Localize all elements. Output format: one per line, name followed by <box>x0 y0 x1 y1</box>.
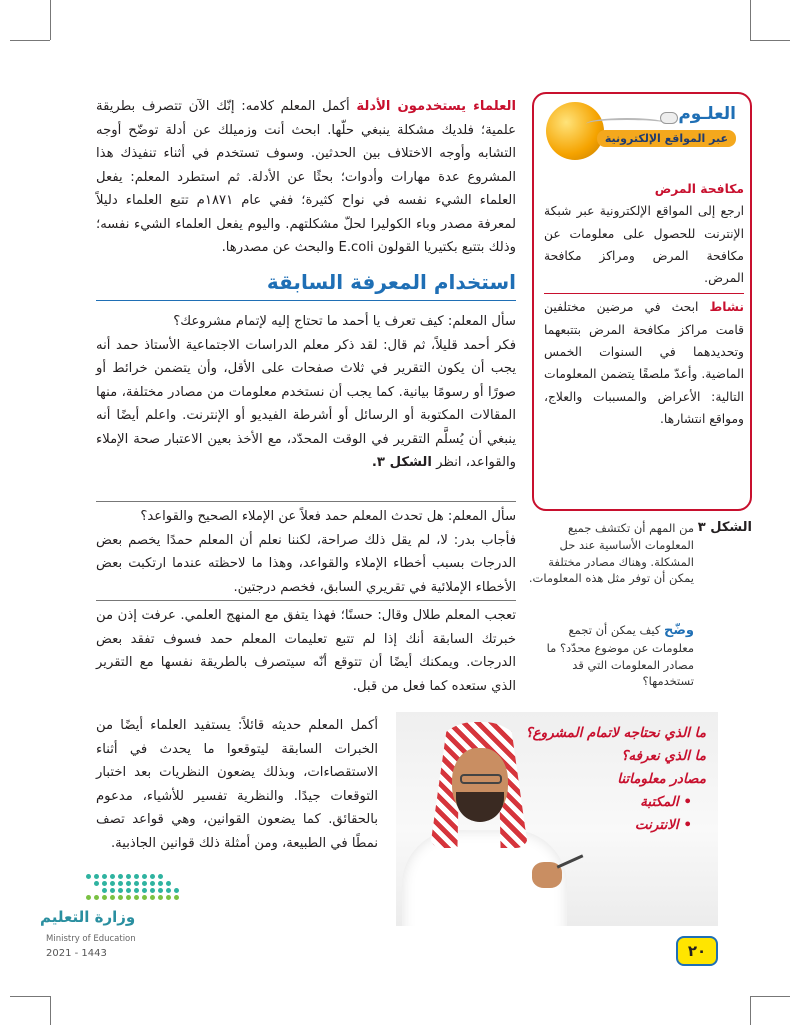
board-line: ما الذي نعرفه؟ <box>621 748 706 764</box>
logo-dot <box>134 895 139 900</box>
logo-dot <box>166 888 171 893</box>
logo-dot <box>174 888 179 893</box>
logo-dot <box>134 888 139 893</box>
board-bullet: • المكتبة <box>525 791 692 814</box>
logo-dot <box>150 874 155 879</box>
logo-dot <box>102 874 107 879</box>
logo-dot <box>134 874 139 879</box>
page-number: ٢٠ <box>687 942 707 960</box>
sidebar-body <box>544 178 744 430</box>
logo-dot <box>134 881 139 886</box>
board-bullet: • الانترنت <box>525 814 692 837</box>
science-online-sidebar <box>532 92 752 511</box>
logo-dot <box>150 881 155 886</box>
board-line: ما الذي نحتاجه لاتمام المشروع؟ <box>525 725 706 741</box>
logo-dot <box>118 874 123 879</box>
logo-dot <box>142 874 147 879</box>
activity-text: ابحث في مرضين مختلفين قامت مراكز مكافحة المرض بتتبعهما وتحديدهما في السنوات الخمس الماضية. وأعدّ ملصقًا يتضمن المعلومات التالية: الأعراض والمسببات والعلاج، ومواقع انتشارها. <box>544 300 744 426</box>
sidebar-title: العلـوم <box>678 104 736 124</box>
logo-dot <box>126 888 131 893</box>
logo-dot <box>118 895 123 900</box>
logo-dot <box>126 874 131 879</box>
figure-question-text: كيف يمكن أن تجمع معلومات عن موضوع محدّد؟ ما مصادر المعلومات التي قد تستخدمها؟ <box>546 623 694 689</box>
dialogue-block-2 <box>96 505 516 599</box>
crop-mark <box>750 40 790 41</box>
figure-question-label: وضّح <box>663 623 694 638</box>
logo-dot <box>118 888 123 893</box>
divider <box>96 501 516 502</box>
logo-dot <box>126 881 131 886</box>
edition-year: 2021 - 1443 <box>46 948 107 959</box>
logo-dot <box>110 874 115 879</box>
crop-mark <box>50 996 51 1025</box>
answer-1 <box>96 334 516 475</box>
teacher-photo <box>396 712 718 926</box>
intro-body: أكمل المعلم كلامه: إنّك الآن تتصرف بطريقة علمية؛ فلديك مشكلة ينبغي حلّها. ابحث أنت وزميلك عن أدلة توضّح أوجه التشابه وأوجه الاختلاف بين الحدثين. وسوف تستخدم في أثناء تنفيذك هذا المشروع عدة مهارات وأدوات؛ بحثًا عن الأدلة. ثم استطرد المعلم: يفعل العلماء الشيء نفسه في نواح كثيرة؛ ففي عام ١٨٧١م تتبع العلماء دليلاً لمعرفة مصدر وباء الكوليرا لحلّ مشكلتهم. واليوم يفعل العلماء الشيء نفسه؛ وذلك بتتبع بكتيريا القولون E.coli والبحث عن مصدرها. <box>96 99 516 255</box>
logo-dot <box>150 888 155 893</box>
figure-label: الشكل ٣ <box>697 520 752 535</box>
logo-dot <box>110 888 115 893</box>
sidebar-subtitle: عبر المواقع الإلكترونية <box>597 130 736 147</box>
logo-dot <box>86 874 91 879</box>
logo-dot <box>142 895 147 900</box>
paragraph-4-text: أكمل المعلم حديثه قائلاً: يستفيد العلماء أيضًا من الخبرات السابقة ليتوقعوا ما يحدث في أثناء الاستقصاءات، وبذلك يضعون النظريات بعد اختبار التوقعات جيدًا. والنظرية تفسير للأشياء، مدعوم بالحقائق. كما يضعون القوانين، وهي قواعد تصف نمطًا في الطبيعة، ومن أمثلة ذلك قوانين الجاذبية. <box>96 718 378 851</box>
beard-shape <box>456 792 504 822</box>
paragraph-3-text: تعجب المعلم طلال وقال: حسنًا؛ فهذا يتفق مع المنهج العلمي. عرفت إذن من خبرتك السابقة أنك إذا لم تتبع تعليمات المعلم حمد فسوف تفقد بعض الدرجات. ويمكنك أيضًا أن تتوقع أنّه سيتصرف بالطريقة نفسها مع التقرير الذي ستعده كما فعل من قبل. <box>96 608 516 694</box>
crop-mark <box>10 40 50 41</box>
divider <box>96 600 516 601</box>
sidebar-divider <box>544 293 744 294</box>
glasses-shape <box>460 774 502 784</box>
question-1: سأل المعلم: كيف تعرف يا أحمد ما تحتاج إليه لإتمام مشروعك؟ <box>173 314 516 329</box>
teacher-figure <box>396 712 576 926</box>
paragraph-4 <box>96 714 378 855</box>
figure-question <box>528 622 694 690</box>
logo-dot <box>158 895 163 900</box>
section-title-rule <box>96 300 516 301</box>
logo-dot <box>94 881 99 886</box>
logo-dot <box>102 881 107 886</box>
paragraph-3 <box>96 604 516 698</box>
intro-paragraph <box>96 95 516 260</box>
logo-dot <box>118 881 123 886</box>
sidebar-heading: مكافحة المرض <box>654 182 744 196</box>
board-line: مصادر معلوماتنا <box>617 771 706 787</box>
logo-dot <box>158 881 163 886</box>
globe-icon <box>546 102 604 160</box>
logo-dot <box>102 895 107 900</box>
logo-dot <box>158 888 163 893</box>
answer-1-text: فكر أحمد قليلاً، ثم قال: لقد ذكر معلم الدراسات الاجتماعية الأستاذ حمد أنه يجب أن يكون التقرير في ثلاث صفحات على الأقل، وأن يتضمن خرائط أو صورًا أو رسومًا بيانية. كما يجب أن نستخدم معلومات من مصادر مختلفة، منها المقالات المكتوبة أو الرسائل أو أشرطة الفيديو أو الإنترنت. واعلم أيضًا أنه ينبغي أن يُسلَّم التقرير في الوقت المحدّد، مع الأخذ بعين الاعتبار صحة الإملاء والقواعد، انظر <box>96 337 516 470</box>
logo-dot <box>150 895 155 900</box>
figure-caption-text: من المهم أن تكتشف جميع المعلومات الأساسية عند حل المشكلة. وهناك مصادر مختلفة يمكن أن توفر مثل هذه المعلومات. <box>528 521 694 586</box>
crop-mark <box>50 0 51 40</box>
sidebar-text: ارجع إلى المواقع الإلكترونية عبر شبكة الإنترنت للحصول على معلومات عن مكافحة المرض ومراكز مكافحة المرض. <box>544 204 744 286</box>
figure-reference[interactable]: الشكل ٣. <box>371 455 432 470</box>
logo-dot <box>110 881 115 886</box>
logo-dot <box>158 874 163 879</box>
section-title: استخدام المعرفة السابقة <box>266 270 516 294</box>
logo-dot <box>142 888 147 893</box>
logo-dot <box>174 895 179 900</box>
logo-dot <box>166 881 171 886</box>
logo-dot <box>110 895 115 900</box>
crop-mark <box>10 996 50 997</box>
ministry-name-ar: وزارة التعليم <box>40 908 136 926</box>
logo-dot <box>86 895 91 900</box>
page-number-badge <box>676 936 718 966</box>
intro-lead: العلماء يستخدمون الأدلة <box>356 99 516 114</box>
logo-dot <box>166 895 171 900</box>
cable-icon <box>586 118 668 130</box>
question-2: سأل المعلم: هل تحدث المعلم حمد فعلاً عن الإملاء الصحيح والقواعد؟ <box>140 509 516 524</box>
mouse-icon <box>660 112 678 124</box>
logo-dot <box>94 895 99 900</box>
dialogue-block-1 <box>96 310 516 475</box>
ministry-name-en: Ministry of Education <box>46 934 136 944</box>
logo-dot <box>94 874 99 879</box>
crop-mark <box>750 0 751 40</box>
logo-dot <box>126 895 131 900</box>
sidebar-header <box>534 94 750 170</box>
logo-dot <box>142 881 147 886</box>
activity-label: نشاط <box>709 300 744 315</box>
ministry-logo-icon <box>86 874 186 904</box>
logo-dot <box>102 888 107 893</box>
crop-mark <box>750 996 751 1025</box>
answer-2: فأجاب بدر: لا، لم يقل ذلك صراحة، لكننا نعلم أن المعلم حمدًا يخصم بعض الدرجات بسبب أخطاء الإملاء والقواعد، وهذا ما لاحظته عندما ارتكبت بعض الأخطاء الإملائية في تقريري السابق، فخصم درجتين. <box>96 532 516 595</box>
crop-mark <box>750 996 790 997</box>
sidebar-activity <box>544 296 744 430</box>
